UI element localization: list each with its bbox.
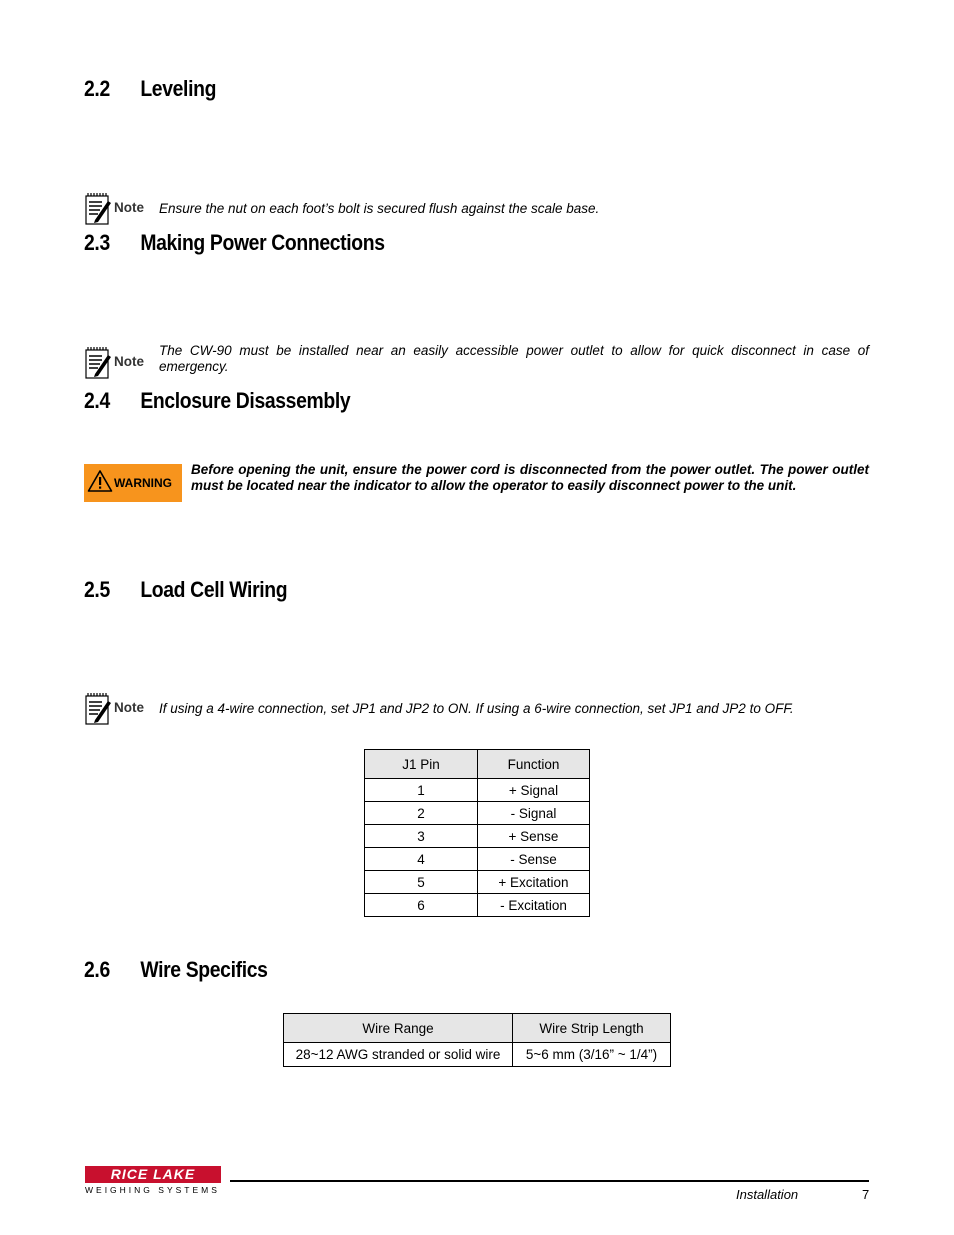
- section-heading-enclosure: [84, 388, 350, 414]
- table-row: [365, 871, 590, 894]
- table-cell: + Excitation: [478, 871, 590, 894]
- column-header: Wire Range: [284, 1014, 513, 1043]
- section-heading-leveling: [84, 76, 216, 102]
- section-title: Wire Specifics: [140, 957, 268, 982]
- column-header: Wire Strip Length: [513, 1014, 671, 1043]
- note-icon: [84, 192, 112, 226]
- section-title: Load Cell Wiring: [140, 577, 288, 602]
- pin-function-table: [364, 749, 590, 917]
- table-cell: 28~12 AWG stranded or solid wire: [284, 1043, 513, 1067]
- table-cell: 1: [365, 779, 478, 802]
- page-number: 7: [862, 1187, 870, 1202]
- section-number: 2.3: [84, 230, 110, 255]
- wire-specifics-table: [283, 1013, 671, 1067]
- table-cell: 5: [365, 871, 478, 894]
- warning-badge: [84, 464, 182, 502]
- section-number: 2.2: [84, 76, 110, 101]
- note-icon: [84, 692, 112, 726]
- table-cell: - Signal: [478, 802, 590, 825]
- note-text-leveling: Ensure the nut on each foot’s bolt is secured flush against the scale base.: [159, 201, 600, 216]
- warning-triangle-icon: [87, 469, 113, 498]
- table-header-row: [365, 750, 590, 779]
- rice-lake-logo: [85, 1166, 221, 1195]
- table-row: [284, 1043, 671, 1067]
- column-header: Function: [478, 750, 590, 779]
- section-heading-wire-specifics: [84, 957, 268, 983]
- warning-badge-label: WARNING: [114, 476, 172, 490]
- table-cell: - Excitation: [478, 894, 590, 917]
- note-text-wiring: If using a 4-wire connection, set JP1 and JP2 to ON. If using a 6-wire connection, set JP1 and JP2 to OFF.: [159, 701, 794, 716]
- table-cell: 6: [365, 894, 478, 917]
- table-row: [365, 802, 590, 825]
- table-cell: + Sense: [478, 825, 590, 848]
- section-title: Leveling: [140, 76, 217, 101]
- table-cell: 5~6 mm (3/16” ~ 1/4”): [513, 1043, 671, 1067]
- table-cell: - Sense: [478, 848, 590, 871]
- table-row: [365, 825, 590, 848]
- logo-wordmark: RICE LAKE: [85, 1166, 221, 1183]
- table-row: [365, 894, 590, 917]
- table-row: [365, 848, 590, 871]
- note-icon: [84, 346, 112, 380]
- warning-text: Before opening the unit, ensure the power cord is disconnected from the power outlet. The power outlet must be located near the indicator to allow the operator to easily disconnect power to the unit.: [191, 462, 869, 493]
- note-label: Note: [114, 700, 144, 715]
- section-heading-load-cell: [84, 577, 287, 603]
- table-cell: 3: [365, 825, 478, 848]
- table-cell: 4: [365, 848, 478, 871]
- section-title: Enclosure Disassembly: [140, 388, 351, 413]
- section-number: 2.4: [84, 388, 110, 413]
- section-number: 2.6: [84, 957, 110, 982]
- table-header-row: [284, 1014, 671, 1043]
- note-label: Note: [114, 354, 144, 369]
- table-cell: + Signal: [478, 779, 590, 802]
- logo-subtitle: WEIGHING SYSTEMS: [85, 1185, 220, 1195]
- table-cell: 2: [365, 802, 478, 825]
- table-row: [365, 779, 590, 802]
- column-header: J1 Pin: [365, 750, 478, 779]
- footer-rule: [230, 1180, 869, 1182]
- section-number: 2.5: [84, 577, 110, 602]
- section-title: Making Power Connections: [140, 230, 385, 255]
- footer-section-name: Installation: [736, 1187, 799, 1202]
- section-heading-power: [84, 230, 385, 256]
- note-text-power: The CW-90 must be installed near an easily accessible power outlet to allow for quick disconnect in case of emergency.: [159, 343, 869, 374]
- note-label: Note: [114, 200, 144, 215]
